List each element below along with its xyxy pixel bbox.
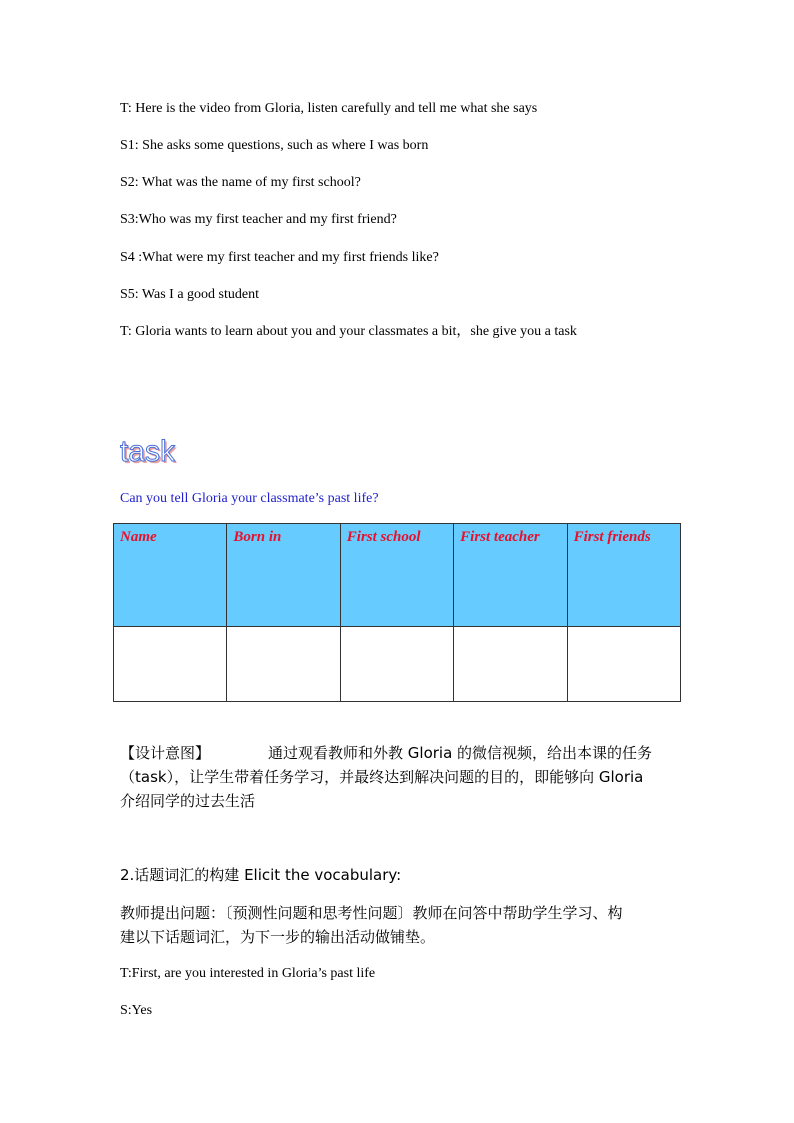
empty-cell-first-friends[interactable]	[567, 627, 680, 702]
header-first-school: First school	[340, 524, 453, 627]
design-intent-line1	[120, 741, 680, 765]
section2-para-line2: 建以下话题词汇，为下一步的输出活动做铺垫。	[120, 928, 436, 946]
empty-cell-name[interactable]	[114, 627, 227, 702]
section2-teacher-question: T:First, are you interested in Gloria’s past life	[120, 966, 376, 981]
dialogue-line-s1: S1: She asks some questions, such as where I was born	[120, 138, 429, 153]
design-intent-text1: 通过观看教师和外教 Gloria 的微信视频，给出本课的任务	[268, 744, 653, 762]
section2-student-answer: S:Yes	[120, 1003, 153, 1018]
dialogue-line-teacher-intro: T: Here is the video from Gloria, listen carefully and tell me what she says	[120, 101, 538, 116]
header-name: Name	[114, 524, 227, 627]
section2-heading: 2.话题词汇的构建 Elicit the vocabulary:	[120, 866, 402, 884]
task-table	[113, 523, 681, 702]
task-table-header-row	[114, 524, 681, 627]
header-first-teacher: First teacher	[454, 524, 567, 627]
dialogue-line-s5: S5: Was I a good student	[120, 287, 259, 302]
dialogue-line-s4: S4 :What were my first teacher and my first friends like?	[120, 250, 439, 265]
task-table-empty-row	[114, 627, 681, 702]
header-first-friends: First friends	[567, 524, 680, 627]
task-heading: task	[120, 435, 176, 468]
task-question: Can you tell Gloria your classmate’s past life?	[120, 491, 379, 506]
header-born-in: Born in	[227, 524, 340, 627]
design-intent-line3: 介绍同学的过去生活	[120, 792, 256, 810]
design-intent-line2: （task），让学生带着任务学习，并最终达到解决问题的目的，即能够向 Gloria	[120, 768, 644, 786]
empty-cell-first-teacher[interactable]	[454, 627, 567, 702]
design-intent-label: 【设计意图】	[120, 744, 211, 762]
dialogue-line-teacher-task: T: Gloria wants to learn about you and your classmates a bit，she give you a task	[120, 324, 577, 339]
dialogue-line-s2: S2: What was the name of my first school?	[120, 175, 361, 190]
empty-cell-first-school[interactable]	[340, 627, 453, 702]
empty-cell-born-in[interactable]	[227, 627, 340, 702]
section2-para-line1: 教师提出问题：〔预测性问题和思考性问题〕教师在问答中帮助学生学习、构	[120, 904, 623, 922]
dialogue-line-s3: S3:Who was my first teacher and my first friend?	[120, 212, 397, 227]
